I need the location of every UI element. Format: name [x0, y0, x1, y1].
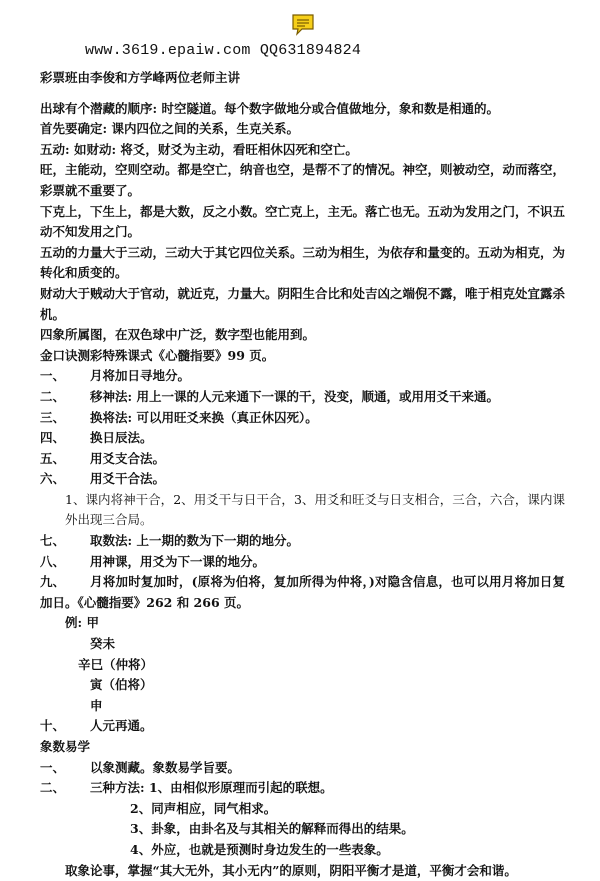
- s2-sub-1: 2、同声相应，同气相求。: [130, 800, 277, 816]
- example-label: 例: 甲: [65, 615, 99, 631]
- list-item-9: 九、 月将加时复加时，(原将为伯将，复加所得为仲将，)对隐含信息，也可以用月将加日复加日。《心髓指要》262 和 266 页。: [40, 574, 565, 610]
- example-line-3: 寅（伯将）: [90, 677, 153, 693]
- example-line-4: 申: [90, 697, 103, 713]
- s2-item-2: 二、 三种方法: 1、由相似形原理而引起的联想。: [40, 780, 333, 796]
- list-item-6-detail: 1、课内将神干合，2、用爻干与日干合，3、用爻和旺爻与日支相合，三合，六合，课内课外出现三合局。: [65, 491, 565, 528]
- closing-para: 取象论事，掌握“其大无外，其小无内”的原则，阴阳平衡才是道，平衡才会和谐。: [65, 862, 517, 878]
- list-item-8: 八、 用神课，用爻为下一课的地分。: [40, 553, 266, 569]
- doc-title: 彩票班由李俊和方学峰两位老师主讲: [40, 70, 241, 85]
- s2-sub-3: 4、外应，也就是预测时身边发生的一些表象。: [130, 841, 389, 857]
- para-hidden-order: 出球有个潜藏的顺序: 时空隧道。每个数字做地分或合值做地分，象和数是相通的。: [40, 100, 499, 116]
- para-five-moves: 五动: 如财动: 将爻，财爻为主动，看旺相休囚死和空亡。: [40, 141, 358, 157]
- para-cai-dong: 财动大于贼动大于官动，就近克，力量大。阴阳生合比和处吉凶之端倪不露，唯于相克处宜露杀机。: [40, 285, 566, 322]
- para-five-force: 五动的力量大于三动，三动大于其它四位关系。三动为相生，为依存和量变的。五动为相克，为转化和质变的。: [40, 244, 566, 281]
- para-four-images: 四象所属图，在双色球中广泛，数字型也能用到。: [40, 327, 316, 343]
- speech-note-icon: [290, 12, 316, 38]
- para-xia-ke-shang: 下克上，下生上，都是大数，反之小数。空亡克上，主无。落亡也无。五动为发用之门，不识五动不知发用之门。: [40, 203, 566, 240]
- header-url-line: www.3619.epaiw.com QQ631894824: [85, 42, 362, 59]
- example-line-2: 辛巳（仲将）: [78, 656, 154, 672]
- para-first-determine: 首先要确定: 课内四位之间的关系，生克关系。: [40, 121, 299, 137]
- list-item-3: 三、 换将法: 可以用旺爻来换（真正休囚死）。: [40, 409, 318, 425]
- para-jinkoujue: 金口诀测彩特殊课式《心髓指要》99 页。: [40, 347, 275, 363]
- list-item-6: 六、 用爻干合法。: [40, 471, 166, 487]
- list-item-10: 十、 人元再通。: [40, 718, 153, 734]
- list-item-2: 二、 移神法: 用上一课的人元来通下一课的干，没变，顺通，或用用爻干来通。: [40, 388, 499, 404]
- note-bubble: [293, 15, 313, 34]
- s2-sub-2: 3、卦象，由卦名及与其相关的解释而得出的结果。: [130, 821, 414, 837]
- list-item-5: 五、 用爻支合法。: [40, 450, 166, 466]
- section-title-xiangshu: 象数易学: [40, 739, 91, 754]
- list-item-1: 一、 月将加日寻地分。: [40, 368, 191, 384]
- para-wang: 旺，主能动，空则空动。都是空亡，纳音也空，是帮不了的情况。神空，则被动空，动而落空，彩票就不重要了。: [40, 162, 566, 198]
- list-item-7: 七、 取数法: 上一期的数为下一期的地分。: [40, 533, 299, 549]
- list-item-4: 四、 换日辰法。: [40, 430, 153, 446]
- document-body: [40, 68, 565, 881]
- example-line-1: 癸未: [90, 636, 116, 652]
- s2-item-1: 一、 以象测藏。象数易学旨要。: [40, 759, 241, 775]
